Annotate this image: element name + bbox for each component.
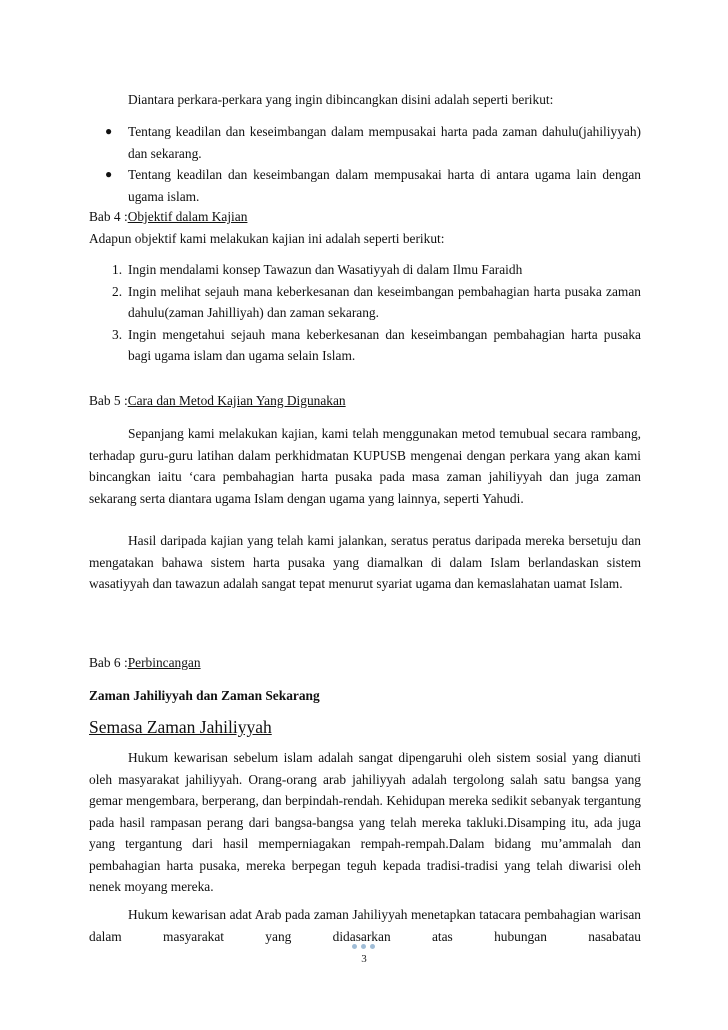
bab4-heading [89,206,641,228]
bab6-section [89,652,641,674]
list-item-text: Ingin mendalami konsep Tawazun dan Wasatiyyah di dalam Ilmu Faraidh [128,262,523,277]
bab4-title: Objektif dalam Kajian [127,209,248,224]
bab6-subheading: Zaman Jahiliyyah dan Zaman Sekarang [89,688,320,703]
bab5-paragraph-1-block [89,423,641,509]
bab4-prefix: Bab 4 : [89,209,128,224]
bab4-section [89,206,641,249]
page-number: 3 [361,953,367,965]
list-item-text: Tentang keadilan dan keseimbangan dalam mempusakai harta pada zaman dahulu(jahiliyyah) dan sekarang. [128,124,641,161]
bab6-paragraph-2-block [89,904,641,947]
bab5-heading [89,390,641,412]
list-item [89,259,641,281]
list-item [89,324,641,367]
section-heading-block [89,715,641,739]
bab6-subheading-block [89,685,641,707]
list-item [89,281,641,324]
bab4-lead: Adapun objektif kami melakukan kajian ini adalah seperti berikut: [89,230,445,246]
topics-list [89,121,641,207]
bab6-paragraph: Hukum kewarisan adat Arab pada zaman Jahiliyyah menetapkan tatacara pembahagian warisan dalam masyarakat yang didasarkan atas hubungan nasabatau [89,907,641,944]
bab6-heading [89,652,641,674]
bullet-icon: ● [105,124,113,138]
list-number: 1. [112,262,123,277]
section-heading: Semasa Zaman Jahiliyyah [89,717,272,737]
list-item-text: Ingin mengetahui sejauh mana keberkesanan dan keseimbangan pembahagian harta pusaka bagi ugama islam dan ugama selain Islam. [128,326,641,363]
bab6-title: Perbincangan [127,655,201,670]
list-number: 2. [112,283,123,299]
bab5-prefix: Bab 5 : [89,393,128,408]
bullet-icon: ● [105,167,113,181]
objectives-list [89,259,641,367]
bab6-paragraph-1-block [89,747,641,898]
topics-list-block [89,121,641,207]
intro-block [89,89,641,111]
bab5-paragraph: Hasil daripada kajian yang telah kami jalankan, seratus peratus daripada mereka bersetuju dan mengatakan bahawa sistem harta pusaka yang diamalkan di dalam Islam berlandaskan sistem wasatiyyah dan tawazun adalah sangat tepat menurut syariat ugama dan kemaslahatan uamat Islam. [89,533,641,591]
bab5-paragraph-2-block [89,530,641,595]
bab5-paragraph: Sepanjang kami melakukan kajian, kami telah menggunakan metod temubual secara rambang, terhadap guru-guru latihan dalam perkhidmatan KUPUSB mengenai dengan perkara yang akan kami bincangkan iaitu ‘cara pembahagian harta pusaka pada masa zaman jahiliyyah dan juga zaman sekarang serta diantara ugama Islam dengan ugama yang lainnya, seperti Yahudi. [89,426,641,506]
bab5-section [89,390,641,412]
list-item [89,164,641,207]
bab5-title: Cara dan Metod Kajian Yang Digunakan [127,393,346,408]
bab6-prefix: Bab 6 : [89,655,128,670]
objectives-list-block [89,259,641,367]
list-item-text: Ingin melihat sejauh mana keberkesanan dan keseimbangan pembahagian harta pusaka zaman dahulu(zaman Jahilliyah) dan zaman sekarang. [128,283,641,320]
bab6-paragraph: Hukum kewarisan sebelum islam adalah sangat dipengaruhi oleh sistem sosial yang dianuti oleh masyarakat jahiliyyah. Orang-orang arab jahiliyyah adalah tergolong salah satu bangsa yang gemar mengembara, berperang, dan berpindah-rendah. Kehidupan mereka sedikit sebanyak tergantung pada hasil rampasan perang dari bangsa-bangsa yang telah mereka takluki.Disamping itu, ada juga yang tergantung dari hasil memperniagakan rempah-rempah.Dalam bidang mu’ammalah dan pembahagian harta pusaka, mereka berpegan teguh kepada tradisi-tradisi yang telah diwarisi oleh nenek moyang mereka. [89,750,641,894]
list-item [89,121,641,164]
footer-dots-icon [348,943,380,951]
list-number: 3. [112,326,123,342]
intro-sentence: Diantara perkara-perkara yang ingin dibincangkan disini adalah seperti berikut: [128,92,554,107]
list-item-text: Tentang keadilan dan keseimbangan dalam mempusakai harta di antara ugama lain dengan ugama islam. [128,167,641,204]
